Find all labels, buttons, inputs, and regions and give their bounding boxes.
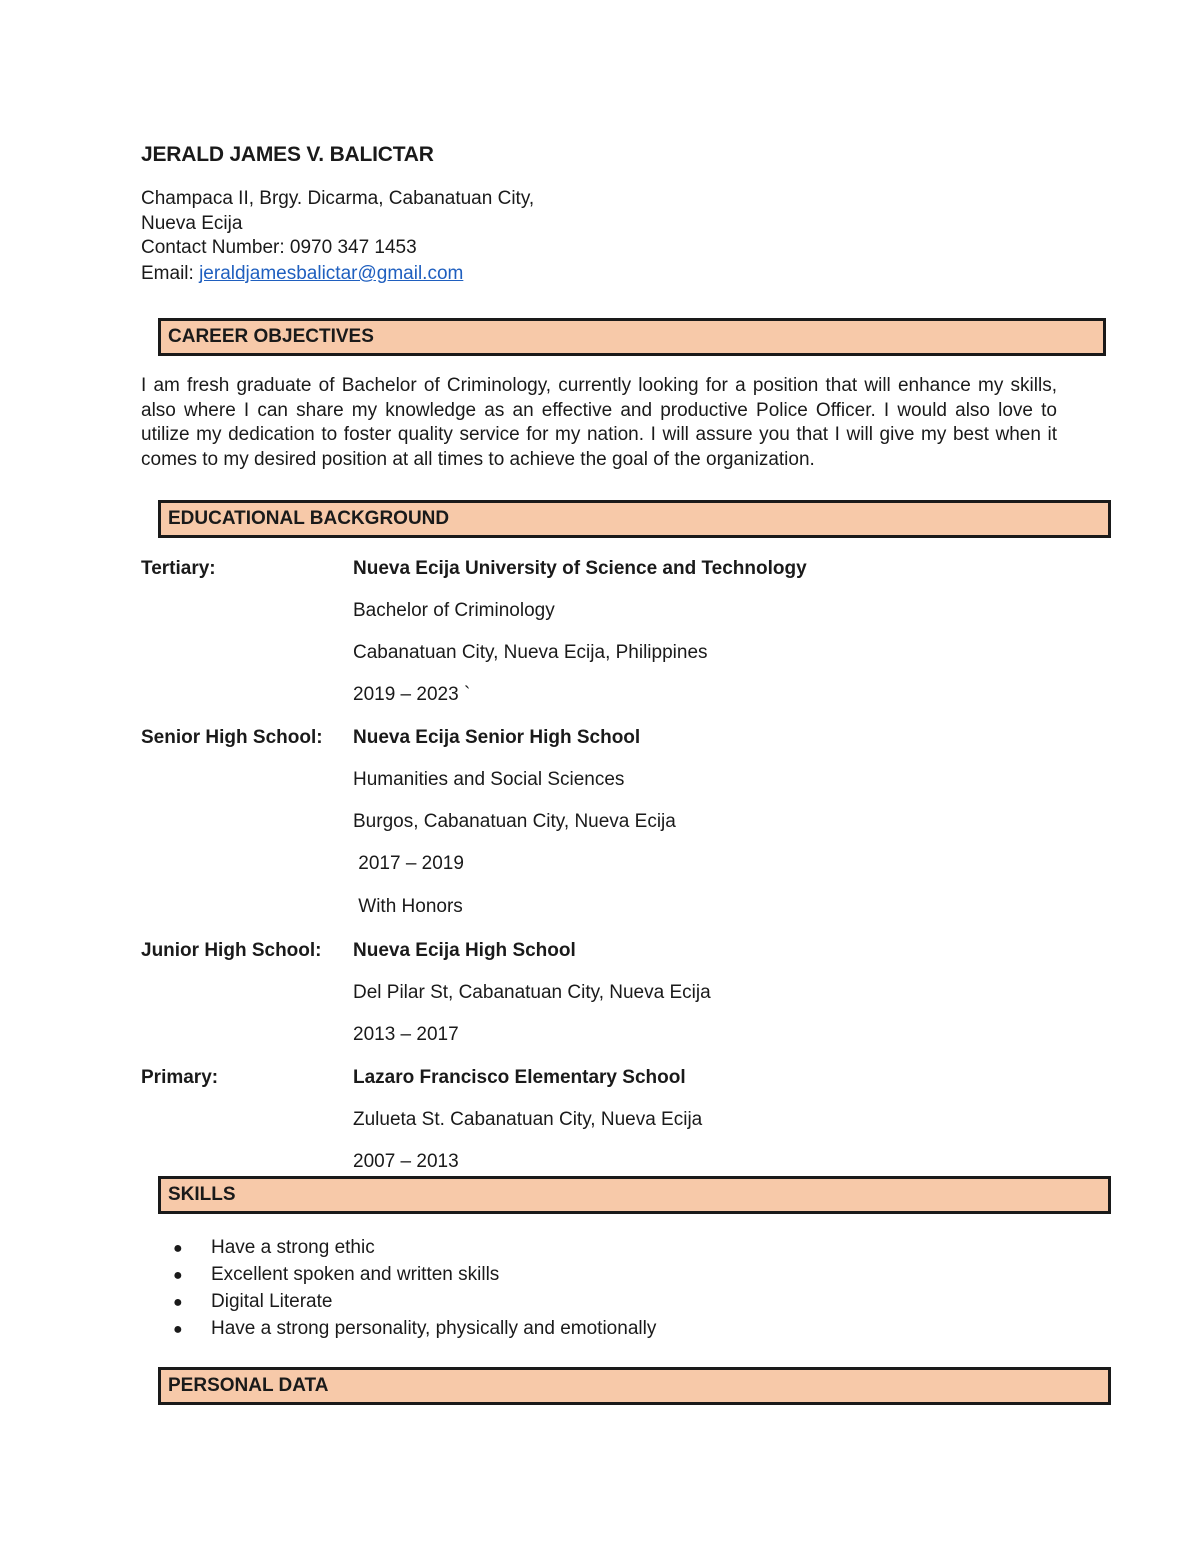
tertiary-location: Cabanatuan City, Nueva Ecija, Philippines: [353, 642, 708, 663]
tertiary-label: Tertiary:: [141, 558, 216, 579]
skills-heading: SKILLS: [158, 1176, 1111, 1214]
junior-high-label: Junior High School:: [141, 940, 322, 961]
personal-data-heading: PERSONAL DATA: [158, 1367, 1111, 1405]
junior-high-location: Del Pilar St, Cabanatuan City, Nueva Ecija: [353, 982, 711, 1003]
senior-high-location: Burgos, Cabanatuan City, Nueva Ecija: [353, 811, 676, 832]
address-line-1: Champaca II, Brgy. Dicarma, Cabanatuan City,: [141, 188, 535, 209]
senior-high-label: Senior High School:: [141, 727, 323, 748]
senior-high-school: Nueva Ecija Senior High School: [353, 727, 641, 748]
career-objective-text: I am fresh graduate of Bachelor of Criminology, currently looking for a position that will enhance my skills, also where I can share my knowledge as an effective and productive Police Officer. I would also love to utilize my dedication to foster quality service for my nation. I will assure you that I will give my best when it comes to my desired position at all times to achieve the goal of the organization.: [141, 375, 1057, 470]
skill-item: Have a strong personality, physically and emotionally: [211, 1318, 657, 1339]
primary-label: Primary:: [141, 1067, 219, 1088]
senior-high-strand: Humanities and Social Sciences: [353, 769, 625, 790]
skill-item: Have a strong ethic: [211, 1237, 375, 1258]
tertiary-years: 2019 – 2023 `: [353, 684, 471, 705]
tertiary-degree: Bachelor of Criminology: [353, 600, 555, 621]
email-line: [141, 262, 463, 286]
skill-item: Excellent spoken and written skills: [211, 1264, 500, 1285]
bullet-icon: ●: [173, 1294, 183, 1311]
tertiary-school: Nueva Ecija University of Science and Technology: [353, 558, 807, 579]
email-link[interactable]: jeraldjamesbalictar@gmail.com: [199, 263, 464, 284]
senior-high-honors: With Honors: [353, 896, 463, 917]
skill-item: Digital Literate: [211, 1291, 333, 1312]
educational-background-heading: EDUCATIONAL BACKGROUND: [158, 500, 1111, 538]
junior-high-school: Nueva Ecija High School: [353, 940, 576, 961]
email-label: Email:: [141, 263, 200, 284]
primary-school: Lazaro Francisco Elementary School: [353, 1067, 686, 1088]
contact-number: Contact Number: 0970 347 1453: [141, 237, 417, 258]
primary-location: Zulueta St. Cabanatuan City, Nueva Ecija: [353, 1109, 703, 1130]
primary-years: 2007 – 2013: [353, 1151, 459, 1172]
senior-high-years: 2017 – 2019: [353, 853, 464, 874]
bullet-icon: ●: [173, 1240, 183, 1257]
address-line-2: Nueva Ecija: [141, 213, 243, 234]
junior-high-years: 2013 – 2017: [353, 1024, 459, 1045]
bullet-icon: ●: [173, 1321, 183, 1338]
applicant-name: JERALD JAMES V. BALICTAR: [141, 143, 434, 166]
career-objectives-heading: CAREER OBJECTIVES: [158, 318, 1106, 356]
bullet-icon: ●: [173, 1267, 183, 1284]
